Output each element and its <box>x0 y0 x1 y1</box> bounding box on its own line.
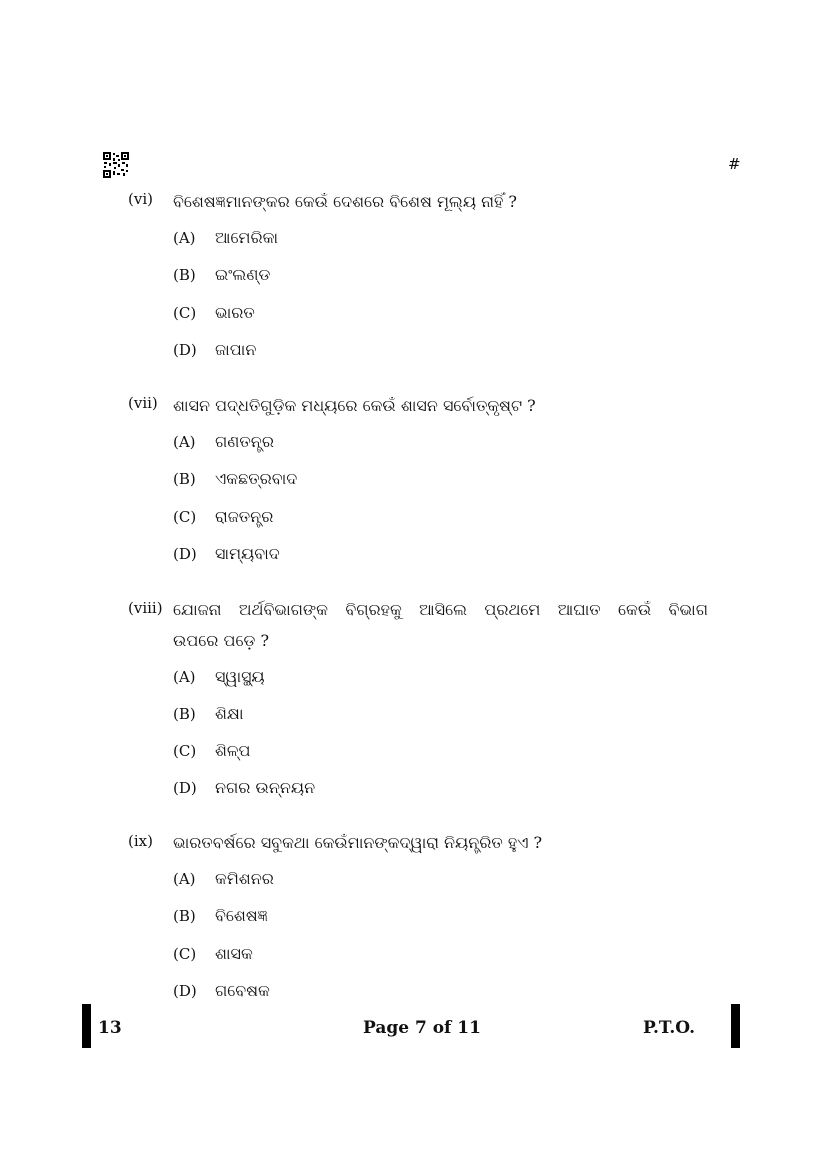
option-label: (B) <box>173 266 196 284</box>
footer-right-bar <box>731 1004 740 1048</box>
option-text: ଗବେଷକ <box>215 981 270 1000</box>
option-label: (A) <box>173 433 196 451</box>
option-label: (D) <box>173 779 197 797</box>
option-c <box>173 741 250 765</box>
option-c <box>173 944 253 968</box>
option-label: (A) <box>173 870 196 888</box>
page-number: Page 7 of 11 <box>363 1018 481 1038</box>
question-number: (vii) <box>128 394 158 412</box>
option-label: (A) <box>173 229 196 247</box>
option-text: ଇଂଲଣ୍ଡ <box>215 265 271 284</box>
option-text: ଶିଳ୍ପ <box>215 741 251 760</box>
option-text: ନଗର ଉନ୍ନୟନ <box>215 778 316 797</box>
option-label: (C) <box>173 508 197 526</box>
option-a <box>173 869 274 893</box>
pto-label: P.T.O. <box>643 1018 695 1038</box>
option-label: (C) <box>173 304 197 322</box>
option-label: (B) <box>173 705 196 723</box>
question-text-line2: ଉପରେ ପଡ଼େ ? <box>173 631 270 650</box>
qr-code <box>103 152 129 178</box>
footer-code: 13 <box>98 1018 122 1038</box>
question-number: (vi) <box>128 190 153 208</box>
option-label: (D) <box>173 341 197 359</box>
option-b <box>173 906 268 930</box>
question-text: ଭାରତବର୍ଷରେ ସବୁକଥା କେଉଁମାନଙ୍କଦ୍ୱାରା ନିୟନ୍ତ୍ରିତ ହୁଏ ? <box>173 833 543 852</box>
option-text: ଗଣତନ୍ତ୍ର <box>215 432 274 451</box>
option-label: (C) <box>173 742 197 760</box>
option-label: (D) <box>173 982 197 1000</box>
question-number: (viii) <box>128 599 163 617</box>
option-text: ଭାରତ <box>215 303 255 322</box>
question-number: (ix) <box>128 832 153 850</box>
option-label: (B) <box>173 907 196 925</box>
option-b <box>173 469 297 493</box>
question-text <box>173 594 708 656</box>
option-a <box>173 667 265 691</box>
option-a <box>173 228 278 252</box>
option-d <box>173 340 256 364</box>
option-c <box>173 303 255 327</box>
option-d <box>173 981 270 1005</box>
option-text: ବିଶେଷଜ୍ଞ <box>215 906 268 925</box>
option-text: ରାଜତନ୍ତ୍ର <box>215 507 274 526</box>
option-c <box>173 507 273 531</box>
option-label: (D) <box>173 545 197 563</box>
option-label: (B) <box>173 470 196 488</box>
option-text: କମିଶନର <box>215 869 274 888</box>
question-text: ଶାସନ ପଦ୍ଧତିଗୁଡ଼ିକ ମଧ୍ୟରେ କେଉଁ ଶାସନ ସର୍ବୋତ୍କୃଷ୍ଟ ? <box>173 396 536 415</box>
question-text-line1: ଯୋଜନା ଅର୍ଥବିଭାଗଙ୍କ ବିଗ୍ରହକୁ ଆସିଲେ ପ୍ରଥମେ ଆଘାତ କେଉଁ ବିଭାଗ <box>173 600 708 619</box>
option-text: ଶିକ୍ଷା <box>215 704 244 723</box>
option-text: ସାମ୍ୟବାଦ <box>215 544 280 563</box>
option-text: ଶାସକ <box>215 944 253 963</box>
option-b <box>173 265 270 289</box>
option-d <box>173 778 315 802</box>
option-text: ସ୍ୱାସ୍ଥ୍ୟ <box>215 667 265 686</box>
option-b <box>173 704 243 728</box>
option-label: (A) <box>173 668 196 686</box>
option-label: (C) <box>173 945 197 963</box>
option-text: ଏକଛତ୍ରବାଦ <box>215 469 298 488</box>
question-text: ବିଶେଷଜ୍ଞମାନଙ୍କର କେଉଁ ଦେଶରେ ବିଶେଷ ମୂଲ୍ୟ ନାହିଁ ? <box>173 192 517 211</box>
header-mark: # <box>728 155 741 173</box>
footer-left-bar <box>82 1004 91 1048</box>
option-d <box>173 544 280 568</box>
option-text: ଆମେରିକା <box>215 228 279 247</box>
option-text: ଜାପାନ <box>215 340 257 359</box>
option-a <box>173 432 274 456</box>
